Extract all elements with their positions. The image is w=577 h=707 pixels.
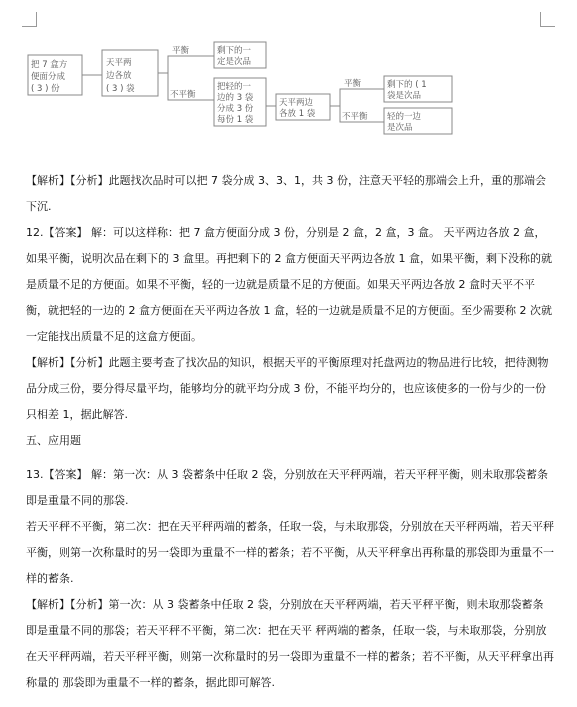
label-balanced-2: 平衡 (344, 79, 362, 89)
box-remaining-1-defective-text-line-1: 剩下的 ( 1 (387, 80, 427, 90)
box-remaining-1-defective-text-line-2: 袋是次品 (387, 91, 422, 101)
box-split-into-3-text-line-1: 把 7 盒方 (31, 60, 68, 70)
box-split-light-side-text-line-1: 把轻的一 (217, 82, 252, 92)
answer-content (26, 168, 554, 696)
box-split-light-side-text-line-4: 每份 1 袋 (217, 115, 254, 125)
box-remaining-defective-text-line-1: 剩下的一 (217, 46, 252, 56)
box-light-side-defective-text-line-2: 是次品 (387, 123, 413, 133)
analysis-paragraph-12: 【解析】【分析】此题主要考查了找次品的知识，根据天平的平衡原理对托盘两边的物品进行比较，把待测物品分成三份，要分得尽量平均，能够均分的就平均分成 3 份，不能平均分的，也应该使多的一份与少的一份只相差 1，据此解答. (26, 356, 549, 421)
box-1-each-side-text-line-1: 天平两边 (279, 98, 314, 108)
box-1-each-side-text-line-2: 各放 1 袋 (279, 109, 316, 119)
analysis-paragraph-13: 【解析】【分析】第一次：从 3 袋蓄条中任取 2 袋，分别放在天平秤两端，若天平秤平衡，则未取那袋蓄条即是重量不同的那袋；若天平秤不平衡，第二次：把在天平 秤两端的蓄条，任取一袋，与未取那袋，分别放在天平秤两端，若天平秤平衡，则第一次称量时的另一袋即为重量不一样的蓄条；若不平衡，从天平秤拿出再称量的 那袋即为重量不一样的蓄条，据此即可解答. (26, 598, 554, 689)
box-split-into-3-text-line-3: ( 3 ) 份 (31, 84, 60, 94)
answer-paragraph-12: 12.【答案】 解：可以这样称：把 7 盒方便面分成 3 份，分别是 2 盒，2 盒，3 盒。 天平两边各放 2 盒，如果平衡，说明次品在剩下的 3 盒里。再把剩下的 2 盒方便面天平两边各放 1 盒，如果平衡，剩下没称的就是质量不足的方便面。如果不平衡，轻的一边就是质量不足的方便面。如果天平两边各放 2 盒时天平不平衡，就把轻的一边的 2 盒方便面在天平两边各放 1 盒，轻的一边就是质量不足的方便面。至少需要称 2 次就一定能找出质量不足的这盒方便面。 (26, 226, 552, 343)
section-heading-application: 五、应用题 (26, 434, 81, 447)
box-remaining-defective-text-line-2: 定是次品 (217, 57, 252, 67)
label-unbalanced-1: 不平衡 (170, 90, 196, 100)
answer-paragraph-13: 13.【答案】 解：第一次：从 3 袋蓄条中任取 2 袋，分别放在天平秤两端，若天平秤平衡，则未取那袋蓄条即是重量不同的那袋. (26, 468, 548, 507)
page-corner-mark-left (22, 12, 37, 27)
page-corner-mark-right (540, 12, 555, 27)
box-split-into-3-text-line-2: 便面分成 (31, 72, 66, 82)
weighing-flow-diagram (26, 38, 466, 148)
box-3-each-side-text-line-2: 边各放 (106, 71, 132, 81)
label-balanced-1: 平衡 (172, 46, 190, 56)
box-3-each-side-text-line-3: ( 3 ) 袋 (106, 84, 135, 94)
analysis-paragraph-11: 【解析】【分析】此题找次品时可以把 7 袋分成 3、3、1，共 3 份，注意天平轻的那端会上升，重的那端会下沉. (26, 174, 546, 213)
box-3-each-side-text-line-1: 天平两 (106, 58, 132, 68)
label-unbalanced-2: 不平衡 (342, 112, 368, 122)
box-split-light-side-text-line-3: 分成 3 份 (217, 104, 254, 114)
box-split-light-side-text-line-2: 边的 3 袋 (217, 93, 254, 103)
box-light-side-defective-text-line-1: 轻的一边 (387, 112, 422, 122)
answer-paragraph-13-continued: 若天平秤不平衡，第二次：把在天平秤两端的蓄条，任取一袋，与未取那袋，分别放在天平秤两端，若天平秤平衡，则第一次称量时的另一袋即为重量不一样的蓄条；若不平衡，从天平秤拿出再称量的那袋即为重量不一样的蓄条. (26, 520, 554, 585)
